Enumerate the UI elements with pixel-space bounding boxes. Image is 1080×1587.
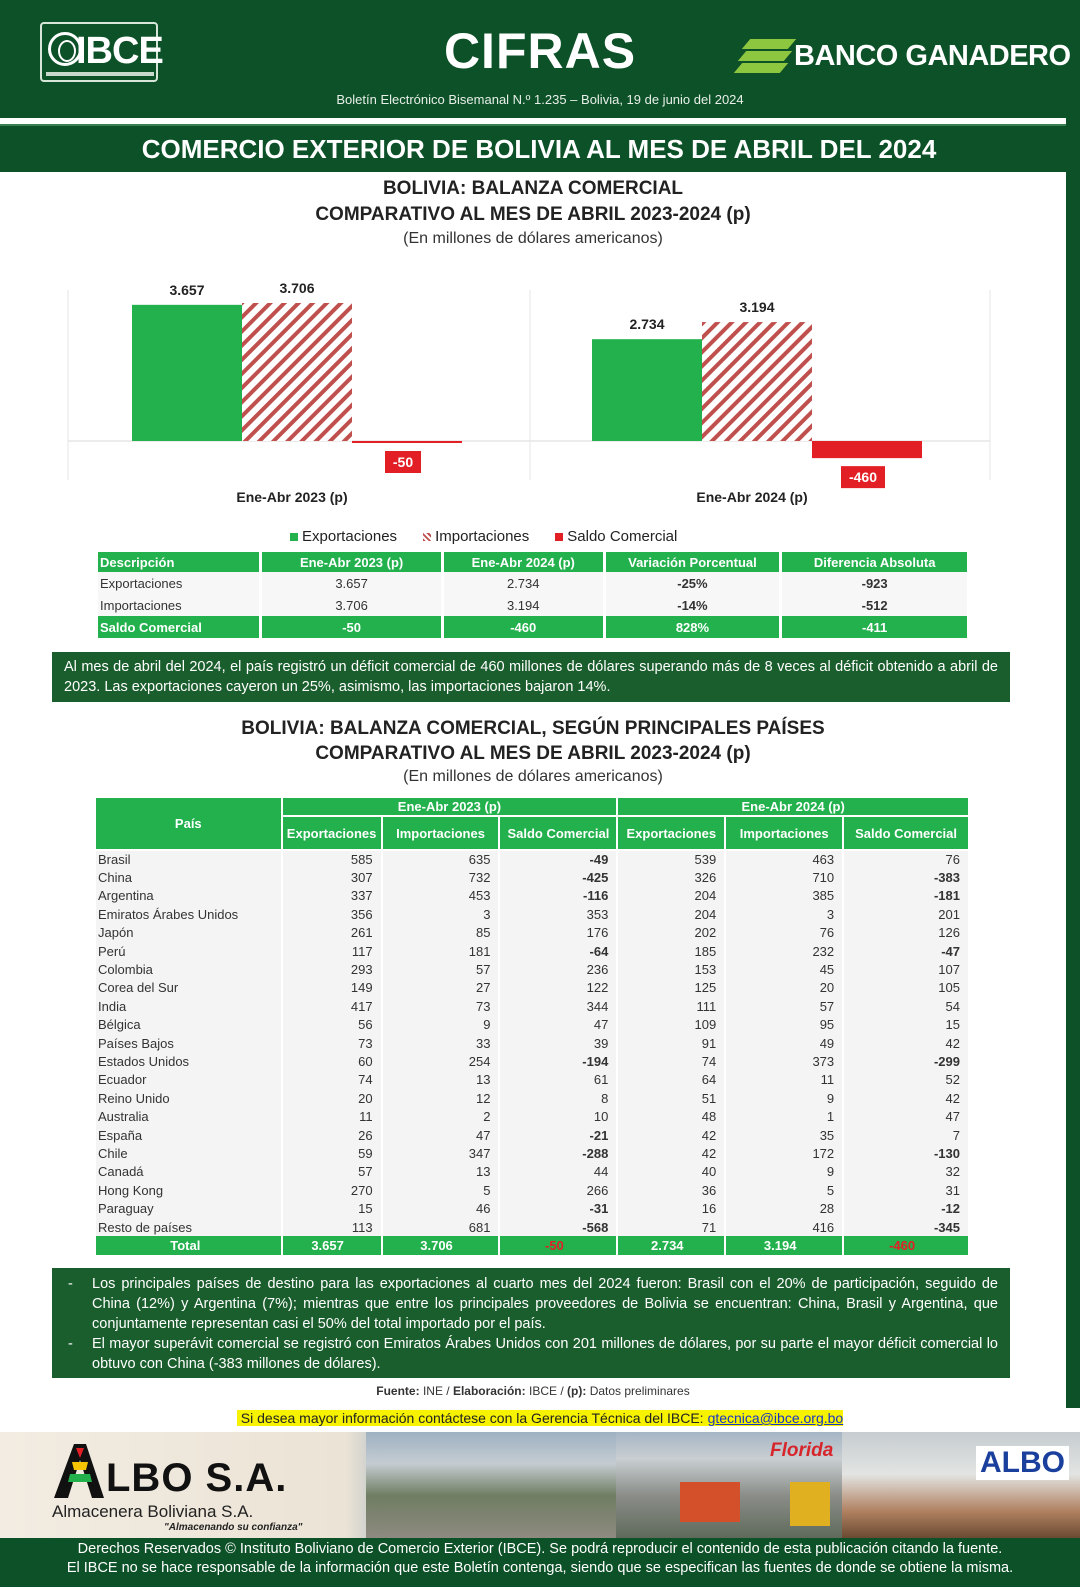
country-name: Ecuador bbox=[96, 1071, 282, 1089]
country-cell: 16 bbox=[617, 1199, 725, 1217]
country-cell: -47 bbox=[843, 942, 969, 960]
country-cell: 46 bbox=[382, 1199, 500, 1217]
summary-cell: -460 bbox=[442, 616, 604, 638]
country-cell: 9 bbox=[725, 1089, 843, 1107]
total-cell: 2.734 bbox=[617, 1236, 725, 1254]
country-cell: -130 bbox=[843, 1144, 969, 1162]
country-cell: 417 bbox=[282, 997, 382, 1015]
country-cell: 42 bbox=[843, 1034, 969, 1052]
country-cell: 347 bbox=[382, 1144, 500, 1162]
country-cell: -116 bbox=[499, 887, 617, 905]
country-name: China bbox=[96, 868, 282, 886]
country-cell: 54 bbox=[843, 997, 969, 1015]
col-header: Exportaciones bbox=[617, 816, 725, 850]
main-title-bar bbox=[0, 124, 1078, 172]
source-line bbox=[0, 1384, 1066, 1398]
ibce-logo-text: IBCE bbox=[76, 30, 163, 72]
country-cell: 373 bbox=[725, 1052, 843, 1070]
contact-email-link[interactable]: gtecnica@ibce.org.bo bbox=[707, 1410, 844, 1426]
country-cell: 463 bbox=[725, 850, 843, 868]
country-cell: 7 bbox=[843, 1126, 969, 1144]
table-row bbox=[96, 924, 969, 942]
ibce-logo-underline bbox=[46, 72, 154, 76]
country-cell: 20 bbox=[282, 1089, 382, 1107]
banco-ganadero-icon bbox=[736, 37, 784, 75]
legend-balance-label: Saldo Comercial bbox=[567, 528, 678, 545]
data-label: -460 bbox=[848, 469, 878, 486]
col-header: Exportaciones bbox=[282, 816, 382, 850]
legend-imports bbox=[423, 528, 529, 545]
country-cell: 539 bbox=[617, 850, 725, 868]
preliminary-value: Datos preliminares bbox=[589, 1384, 690, 1398]
balance-bar bbox=[812, 441, 922, 458]
table-row bbox=[96, 942, 969, 960]
country-table bbox=[96, 798, 970, 1255]
country-cell: 232 bbox=[725, 942, 843, 960]
florida-sign: Florida bbox=[770, 1440, 834, 1461]
total-cell: 3.657 bbox=[282, 1236, 382, 1254]
country-cell: 73 bbox=[282, 1034, 382, 1052]
country-cell: 326 bbox=[617, 868, 725, 886]
data-label: -50 bbox=[392, 454, 414, 470]
bank-name: BANCO GANADERO bbox=[794, 39, 1071, 72]
section1-title2: COMPARATIVO AL MES DE ABRIL 2023-2024 (p) bbox=[315, 204, 751, 225]
summary-cell: 3.194 bbox=[442, 594, 604, 616]
country-cell: 47 bbox=[843, 1107, 969, 1125]
country-cell: 261 bbox=[282, 924, 382, 942]
country-cell: 204 bbox=[617, 887, 725, 905]
country-cell: 12 bbox=[382, 1089, 500, 1107]
country-cell: 635 bbox=[382, 850, 500, 868]
table-row bbox=[96, 1071, 969, 1089]
country-cell: 710 bbox=[725, 868, 843, 886]
country-cell: 33 bbox=[382, 1034, 500, 1052]
total-cell bbox=[843, 1236, 969, 1254]
total-cell: 3.194 bbox=[725, 1236, 843, 1254]
country-cell: 42 bbox=[843, 1089, 969, 1107]
country-cell: 71 bbox=[617, 1218, 725, 1236]
country-cell: 356 bbox=[282, 905, 382, 923]
table-row bbox=[96, 1107, 969, 1125]
country-name: Países Bajos bbox=[96, 1034, 282, 1052]
country-cell: 3 bbox=[725, 905, 843, 923]
country-cell: 11 bbox=[282, 1107, 382, 1125]
country-name: Paraguay bbox=[96, 1199, 282, 1217]
table-row bbox=[96, 1199, 969, 1217]
total-cell: 3.706 bbox=[382, 1236, 500, 1254]
country-cell: 307 bbox=[282, 868, 382, 886]
country-cell: 57 bbox=[725, 997, 843, 1015]
country-cell: 42 bbox=[617, 1144, 725, 1162]
country-cell: 117 bbox=[282, 942, 382, 960]
source-value: INE / bbox=[422, 1384, 450, 1398]
country-cell: 585 bbox=[282, 850, 382, 868]
col-header: Importaciones bbox=[725, 816, 843, 850]
country-name: Bélgica bbox=[96, 1016, 282, 1034]
country-cell: 353 bbox=[499, 905, 617, 923]
country-cell: -12 bbox=[843, 1199, 969, 1217]
table-row bbox=[96, 1218, 969, 1236]
footer-line1: Derechos Reservados © Instituto Boliviano de Comercio Exterior (IBCE). Se podrá reproducir el contenido de esta publicación citando la fuente. bbox=[77, 1541, 1003, 1557]
footer-line2: El IBCE no se hace responsable de la información que este Boletín contenga, siendo que se especifican las fuentes de donde se obtiene la misma. bbox=[66, 1560, 1014, 1576]
table-row bbox=[96, 850, 969, 868]
data-label: 3.706 bbox=[279, 280, 315, 296]
country-header-row bbox=[96, 798, 969, 816]
country-cell: 5 bbox=[382, 1181, 500, 1199]
summary-header: Variación Porcentual bbox=[604, 552, 781, 572]
section2-title2: COMPARATIVO AL MES DE ABRIL 2023-2024 (p) bbox=[315, 743, 751, 764]
table-row bbox=[96, 1052, 969, 1070]
country-cell: 681 bbox=[382, 1218, 500, 1236]
country-cell: 20 bbox=[725, 979, 843, 997]
col-header: Importaciones bbox=[382, 816, 500, 850]
country-cell: 44 bbox=[499, 1163, 617, 1181]
country-cell: 1 bbox=[725, 1107, 843, 1125]
country-cell: 57 bbox=[382, 960, 500, 978]
source-label: Fuente: bbox=[376, 1384, 420, 1398]
main-title: COMERCIO EXTERIOR DE BOLIVIA AL MES DE ABRIL DEL 2024 bbox=[141, 134, 937, 164]
elaboration-label: Elaboración: bbox=[452, 1384, 526, 1398]
country-cell: 202 bbox=[617, 924, 725, 942]
exports-bar bbox=[592, 339, 702, 441]
country-cell: -194 bbox=[499, 1052, 617, 1070]
country-name: Japón bbox=[96, 924, 282, 942]
country-cell: 122 bbox=[499, 979, 617, 997]
country-cell: 172 bbox=[725, 1144, 843, 1162]
albo-subtitle: Almacenera Boliviana S.A. bbox=[52, 1502, 254, 1521]
summary-cell: -411 bbox=[781, 616, 969, 638]
imports-bar bbox=[242, 303, 352, 441]
country-cell: 74 bbox=[282, 1071, 382, 1089]
banco-ganadero-logo[interactable] bbox=[736, 36, 1071, 76]
country-cell: 266 bbox=[499, 1181, 617, 1199]
country-cell: 105 bbox=[843, 979, 969, 997]
country-cell: 73 bbox=[382, 997, 500, 1015]
contact-line bbox=[0, 1408, 1080, 1430]
balance-bar bbox=[352, 441, 462, 443]
country-cell: 27 bbox=[382, 979, 500, 997]
note-summary: Al mes de abril del 2024, el país registró un déficit comercial de 460 millones de dólares superando más de 8 veces al déficit obtenido a abril de 2023. Las exportaciones cayeron un 25%, asimismo, las importaciones bajaron 14%. bbox=[52, 652, 1010, 702]
country-name: Chile bbox=[96, 1144, 282, 1162]
ibce-logo[interactable] bbox=[40, 22, 163, 82]
country-cell: 9 bbox=[725, 1163, 843, 1181]
country-cell: 47 bbox=[499, 1016, 617, 1034]
country-cell: 126 bbox=[843, 924, 969, 942]
total-value: -460 bbox=[889, 1237, 916, 1253]
summary-table bbox=[98, 552, 970, 638]
summary-cell: 3.657 bbox=[261, 572, 443, 594]
country-cell: 48 bbox=[617, 1107, 725, 1125]
country-cell: 109 bbox=[617, 1016, 725, 1034]
country-cell: 61 bbox=[499, 1071, 617, 1089]
country-cell: 31 bbox=[843, 1181, 969, 1199]
summary-header: Ene-Abr 2024 (p) bbox=[442, 552, 604, 572]
country-cell: 8 bbox=[499, 1089, 617, 1107]
category-label: Ene-Abr 2023 (p) bbox=[236, 489, 348, 505]
table-row bbox=[96, 1089, 969, 1107]
table-row bbox=[96, 905, 969, 923]
bullet-dash: - bbox=[68, 1336, 73, 1352]
summary-cell: -25% bbox=[604, 572, 781, 594]
country-cell: 42 bbox=[617, 1126, 725, 1144]
legend-imports-swatch bbox=[423, 533, 431, 541]
imports-bar bbox=[702, 322, 812, 441]
legend-exports-swatch bbox=[290, 533, 298, 541]
total-label: Total bbox=[96, 1236, 282, 1254]
country-cell: 113 bbox=[282, 1218, 382, 1236]
country-cell: 344 bbox=[499, 997, 617, 1015]
country-cell: 201 bbox=[843, 905, 969, 923]
exports-bar bbox=[132, 305, 242, 441]
warehouse-photo bbox=[366, 1432, 616, 1538]
country-cell: 51 bbox=[617, 1089, 725, 1107]
col-header: Saldo Comercial bbox=[843, 816, 969, 850]
albo-slogan: "Almacenando su confianza" bbox=[164, 1522, 303, 1533]
summary-cell: Saldo Comercial bbox=[98, 616, 261, 638]
country-cell: -288 bbox=[499, 1144, 617, 1162]
summary-cell: 3.706 bbox=[261, 594, 443, 616]
trade-balance-chart bbox=[60, 270, 1000, 520]
table-row bbox=[96, 868, 969, 886]
legend-exports-label: Exportaciones bbox=[302, 528, 398, 545]
country-cell: 13 bbox=[382, 1071, 500, 1089]
country-cell: 59 bbox=[282, 1144, 382, 1162]
note-bullet-text: Los principales países de destino para las exportaciones al cuarto mes del 2024 fueron: Brasil con el 20% de participación, seguido de China (12%) y Argentina (7%); mientras que entre los principales proveedores de Bolivia se encuentran: China, Brasil y Argentina, que conjuntamente representan casi el 50% del total importado por el país. bbox=[92, 1276, 998, 1332]
pais-header: País bbox=[96, 798, 282, 850]
country-name: Canadá bbox=[96, 1163, 282, 1181]
country-name: Resto de países bbox=[96, 1218, 282, 1236]
country-cell: 416 bbox=[725, 1218, 843, 1236]
page-title: CIFRAS bbox=[443, 23, 637, 79]
country-cell: 204 bbox=[617, 905, 725, 923]
table-row bbox=[96, 887, 969, 905]
country-cell: 32 bbox=[843, 1163, 969, 1181]
summary-header: Ene-Abr 2023 (p) bbox=[261, 552, 443, 572]
country-name: Colombia bbox=[96, 960, 282, 978]
country-cell: -383 bbox=[843, 868, 969, 886]
summary-cell: -512 bbox=[781, 594, 969, 616]
summary-cell: Importaciones bbox=[98, 594, 261, 616]
country-cell: 3 bbox=[382, 905, 500, 923]
country-cell: 76 bbox=[725, 924, 843, 942]
data-label: 2.734 bbox=[629, 316, 665, 333]
country-name: Perú bbox=[96, 942, 282, 960]
contact-text: Si desea mayor información contáctese con la Gerencia Técnica del IBCE: bbox=[237, 1410, 708, 1426]
country-cell: 111 bbox=[617, 997, 725, 1015]
section2-title1: BOLIVIA: BALANZA COMERCIAL, SEGÚN PRINCIPALES PAÍSES bbox=[241, 718, 825, 739]
note-bullet-text: El mayor superávit comercial se registró con Emiratos Árabes Unidos con 201 millones de dólares, por su parte el mayor déficit comercial lo obtuvo con China (-383 millones de dólares). bbox=[92, 1336, 998, 1372]
country-cell: 153 bbox=[617, 960, 725, 978]
country-name: Reino Unido bbox=[96, 1089, 282, 1107]
country-cell: -568 bbox=[499, 1218, 617, 1236]
country-cell: 385 bbox=[725, 887, 843, 905]
country-cell: -49 bbox=[499, 850, 617, 868]
country-cell: 52 bbox=[843, 1071, 969, 1089]
country-name: Corea del Sur bbox=[96, 979, 282, 997]
country-cell: 26 bbox=[282, 1126, 382, 1144]
albo-logo bbox=[52, 1442, 352, 1532]
country-cell: 28 bbox=[725, 1199, 843, 1217]
country-cell: -21 bbox=[499, 1126, 617, 1144]
total-value: -50 bbox=[545, 1237, 564, 1253]
country-cell: 236 bbox=[499, 960, 617, 978]
country-cell: 2 bbox=[382, 1107, 500, 1125]
country-cell: 15 bbox=[282, 1199, 382, 1217]
country-cell: -181 bbox=[843, 887, 969, 905]
country-cell: -299 bbox=[843, 1052, 969, 1070]
table-row bbox=[98, 572, 969, 594]
country-cell: -345 bbox=[843, 1218, 969, 1236]
country-cell: 185 bbox=[617, 942, 725, 960]
country-cell: 76 bbox=[843, 850, 969, 868]
summary-cell: -14% bbox=[604, 594, 781, 616]
col-header: Saldo Comercial bbox=[499, 816, 617, 850]
table-row bbox=[98, 594, 969, 616]
country-cell: 5 bbox=[725, 1181, 843, 1199]
country-cell: 36 bbox=[617, 1181, 725, 1199]
albo-sign: ALBO bbox=[976, 1446, 1069, 1480]
table-row bbox=[96, 1126, 969, 1144]
country-cell: 56 bbox=[282, 1016, 382, 1034]
country-cell: 10 bbox=[499, 1107, 617, 1125]
country-cell: 732 bbox=[382, 868, 500, 886]
country-cell: 254 bbox=[382, 1052, 500, 1070]
table-row bbox=[96, 1016, 969, 1034]
country-name: Estados Unidos bbox=[96, 1052, 282, 1070]
country-cell: 181 bbox=[382, 942, 500, 960]
country-cell: 45 bbox=[725, 960, 843, 978]
country-cell: 40 bbox=[617, 1163, 725, 1181]
country-cell: 125 bbox=[617, 979, 725, 997]
country-cell: 11 bbox=[725, 1071, 843, 1089]
country-cell: 35 bbox=[725, 1126, 843, 1144]
country-name: España bbox=[96, 1126, 282, 1144]
country-cell: 453 bbox=[382, 887, 500, 905]
country-cell: 49 bbox=[725, 1034, 843, 1052]
forklift2-photo bbox=[790, 1482, 830, 1526]
country-cell: 149 bbox=[282, 979, 382, 997]
note-bullet bbox=[68, 1274, 998, 1334]
note-bullet bbox=[68, 1334, 998, 1374]
country-cell: 107 bbox=[843, 960, 969, 978]
country-cell: 91 bbox=[617, 1034, 725, 1052]
albo-brand: LBO S.A. bbox=[106, 1456, 288, 1500]
country-name: Argentina bbox=[96, 887, 282, 905]
country-cell: 9 bbox=[382, 1016, 500, 1034]
country-cell: 15 bbox=[843, 1016, 969, 1034]
country-name: Brasil bbox=[96, 850, 282, 868]
country-cell: -425 bbox=[499, 868, 617, 886]
country-cell: 293 bbox=[282, 960, 382, 978]
table-row bbox=[96, 960, 969, 978]
table-row-total bbox=[96, 1236, 969, 1254]
note-countries bbox=[52, 1268, 1010, 1378]
section2-subtitle: (En millones de dólares americanos) bbox=[403, 768, 663, 785]
table-row bbox=[96, 1181, 969, 1199]
table-row bbox=[96, 997, 969, 1015]
bulletin-info: Boletín Electrónico Bisemanal N.º 1.235 – Bolivia, 19 de junio del 2024 bbox=[336, 92, 744, 107]
summary-header: Diferencia Absoluta bbox=[781, 552, 969, 572]
summary-cell: 828% bbox=[604, 616, 781, 638]
country-cell: 39 bbox=[499, 1034, 617, 1052]
table-row bbox=[96, 1163, 969, 1181]
chart-legend bbox=[290, 528, 677, 545]
country-cell: 85 bbox=[382, 924, 500, 942]
country-cell: 64 bbox=[617, 1071, 725, 1089]
albo-banner[interactable] bbox=[0, 1432, 1080, 1538]
country-cell: 13 bbox=[382, 1163, 500, 1181]
country-cell: 337 bbox=[282, 887, 382, 905]
total-cell bbox=[499, 1236, 617, 1254]
country-name: India bbox=[96, 997, 282, 1015]
data-label: 3.657 bbox=[169, 281, 205, 298]
right-frame bbox=[1066, 118, 1080, 1408]
section1-title1: BOLIVIA: BALANZA COMERCIAL bbox=[382, 178, 684, 199]
elaboration-value: IBCE / bbox=[528, 1384, 564, 1398]
forklift-photo bbox=[680, 1482, 740, 1522]
country-name: Hong Kong bbox=[96, 1181, 282, 1199]
summary-header: Descripción bbox=[98, 552, 261, 572]
header bbox=[0, 0, 1080, 118]
legend-exports bbox=[290, 528, 397, 545]
country-cell: -64 bbox=[499, 942, 617, 960]
category-label: Ene-Abr 2024 (p) bbox=[696, 489, 808, 505]
country-name: Emiratos Árabes Unidos bbox=[96, 905, 282, 923]
summary-cell: -50 bbox=[261, 616, 443, 638]
country-name: Australia bbox=[96, 1107, 282, 1125]
table-row bbox=[96, 1144, 969, 1162]
table-row bbox=[98, 616, 969, 638]
country-cell: -31 bbox=[499, 1199, 617, 1217]
legend-balance-swatch bbox=[555, 533, 563, 541]
section1-subtitle: (En millones de dólares americanos) bbox=[403, 230, 663, 247]
country-cell: 57 bbox=[282, 1163, 382, 1181]
data-label: 3.194 bbox=[739, 299, 775, 316]
period-2023-header: Ene-Abr 2023 (p) bbox=[282, 798, 618, 816]
country-cell: 176 bbox=[499, 924, 617, 942]
bullet-dash: - bbox=[68, 1276, 73, 1292]
preliminary-label: (p): bbox=[567, 1384, 587, 1398]
summary-cell: -923 bbox=[781, 572, 969, 594]
legend-imports-label: Importaciones bbox=[435, 528, 530, 545]
table-row bbox=[96, 979, 969, 997]
country-cell: 74 bbox=[617, 1052, 725, 1070]
legend-balance bbox=[555, 528, 677, 545]
footer bbox=[0, 1538, 1080, 1587]
country-cell: 270 bbox=[282, 1181, 382, 1199]
summary-header-row bbox=[98, 552, 969, 572]
summary-cell: 2.734 bbox=[442, 572, 604, 594]
country-cell: 47 bbox=[382, 1126, 500, 1144]
table-row bbox=[96, 1034, 969, 1052]
period-2024-header: Ene-Abr 2024 (p) bbox=[617, 798, 969, 816]
country-cell: 95 bbox=[725, 1016, 843, 1034]
country-cell: 60 bbox=[282, 1052, 382, 1070]
albo-a-icon bbox=[52, 1442, 106, 1500]
summary-cell: Exportaciones bbox=[98, 572, 261, 594]
